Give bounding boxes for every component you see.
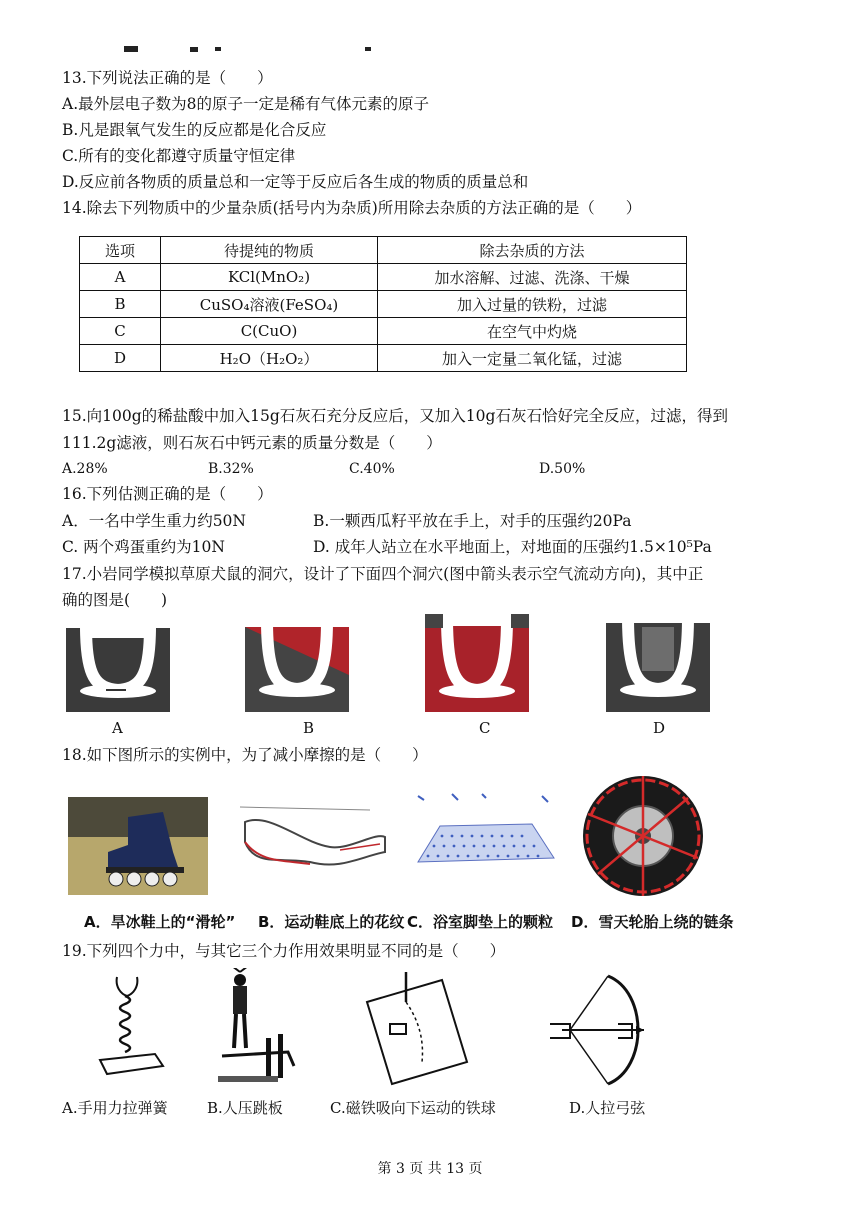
q13-option-a: A.最外层电子数为8的原子一定是稀有气体元素的原子: [62, 95, 429, 113]
q15-option-a: A.28%: [62, 461, 108, 477]
person-on-diving-board-drawing: [218, 968, 298, 1084]
q15-option-c: C.40%: [349, 461, 395, 477]
table-row: [80, 264, 687, 291]
q16-option-c: C. 两个鸡蛋重约为10N: [62, 538, 225, 556]
row-method: 加入过量的铁粉，过滤: [378, 291, 687, 318]
q16-stem: 16.下列估测正确的是（ ）: [62, 485, 273, 503]
q16-option-d: D. 成年人站立在水平地面上，对地面的压强约1.5×10⁵Pa: [313, 538, 712, 556]
row-method: 加水溶解、过滤、洗涤、干燥: [378, 264, 687, 291]
header-method: 除去杂质的方法: [378, 237, 687, 264]
q13-option-d: D.反应前各物质的质量总和一定等于反应后各生成的物质的质量总和: [62, 173, 529, 191]
q14-stem: 14.除去下列物质中的少量杂质(括号内为杂质)所用除去杂质的方法正确的是（ ）: [62, 199, 642, 217]
q16-option-a: A．一名中学生重力约50N: [62, 512, 246, 530]
q19-stem: 19.下列四个力中，与其它三个力作用效果明显不同的是（ ）: [62, 942, 506, 960]
burrow-diagram-b: [245, 615, 349, 712]
burrow-diagram-c: [425, 614, 529, 712]
burrow-label-d: D: [653, 719, 666, 737]
q13-stem: 13.下列说法正确的是（ ）: [62, 69, 273, 87]
q18-stem: 18.如下图所示的实例中，为了减小摩擦的是（ ）: [62, 746, 428, 764]
burrow-label-c: C: [479, 719, 491, 737]
row-substance: KCl(MnO₂): [161, 264, 378, 291]
row-option: A: [80, 264, 161, 291]
q14-table: [79, 236, 687, 372]
roller-skate-photo: [68, 797, 208, 895]
person-drawing-bow-drawing: [548, 972, 658, 1088]
bath-mat-drawing: [412, 786, 556, 872]
q15-option-b: B.32%: [208, 461, 254, 477]
q13-option-c: C.所有的变化都遵守质量守恒定律: [62, 147, 296, 165]
q18-caption-c: C．浴室脚垫上的颗粒: [407, 913, 554, 931]
tire-snow-chain-photo: [578, 774, 708, 898]
q18-caption-b: B．运动鞋底上的花纹: [258, 913, 405, 931]
q18-caption-a: A．旱冰鞋上的“滑轮”: [84, 913, 236, 931]
hand-pulling-spring-drawing: [95, 972, 165, 1082]
row-option: C: [80, 318, 161, 345]
row-option: B: [80, 291, 161, 318]
burrow-diagram-d: [606, 613, 710, 712]
row-method: 在空气中灼烧: [378, 318, 687, 345]
table-header-row: [80, 237, 687, 264]
q13-option-b: B.凡是跟氧气发生的反应都是化合反应: [62, 121, 327, 139]
q15-stem-line1: 15.向100g的稀盐酸中加入15g石灰石充分反应后，又加入10g石灰石恰好完全反应，过滤，得到: [62, 407, 728, 425]
table-row: [80, 291, 687, 318]
q18-caption-d: D．雪天轮胎上绕的链条: [571, 913, 734, 931]
q15-option-d: D.50%: [539, 461, 586, 477]
q19-caption-b: B.人压跳板: [207, 1099, 283, 1117]
row-option: D: [80, 345, 161, 372]
cut-off-text-fragment: [120, 42, 380, 54]
header-substance: 待提纯的物质: [161, 237, 378, 264]
q19-caption-c: C.磁铁吸向下运动的铁球: [330, 1099, 496, 1117]
row-substance: H₂O（H₂O₂）: [161, 345, 378, 372]
q19-caption-d: D.人拉弓弦: [569, 1099, 646, 1117]
magnet-attracting-iron-ball-drawing: [362, 972, 472, 1090]
header-option: 选项: [80, 237, 161, 264]
q17-stem-line1: 17.小岩同学模拟草原犬鼠的洞穴，设计了下面四个洞穴(图中箭头表示空气流动方向)，其中正: [62, 565, 704, 583]
burrow-label-a: A: [112, 719, 123, 737]
row-method: 加入一定量二氧化锰，过滤: [378, 345, 687, 372]
burrow-diagram-a: [66, 618, 170, 712]
burrow-label-b: B: [303, 719, 315, 737]
table-row: [80, 345, 687, 372]
sports-shoe-sole-drawing: [240, 802, 390, 872]
q17-stem-line2: 确的图是( ): [62, 591, 168, 609]
row-substance: CuSO₄溶液(FeSO₄): [161, 291, 378, 318]
page-footer: 第 3 页 共 13 页: [377, 1161, 483, 1177]
table-row: [80, 318, 687, 345]
q16-option-b: B.一颗西瓜籽平放在手上，对手的压强约20Pa: [313, 512, 632, 530]
q19-caption-a: A.手用力拉弹簧: [62, 1099, 168, 1117]
row-substance: C(CuO): [161, 318, 378, 345]
q15-stem-line2: 111.2g滤液，则石灰石中钙元素的质量分数是（ ）: [62, 434, 442, 452]
